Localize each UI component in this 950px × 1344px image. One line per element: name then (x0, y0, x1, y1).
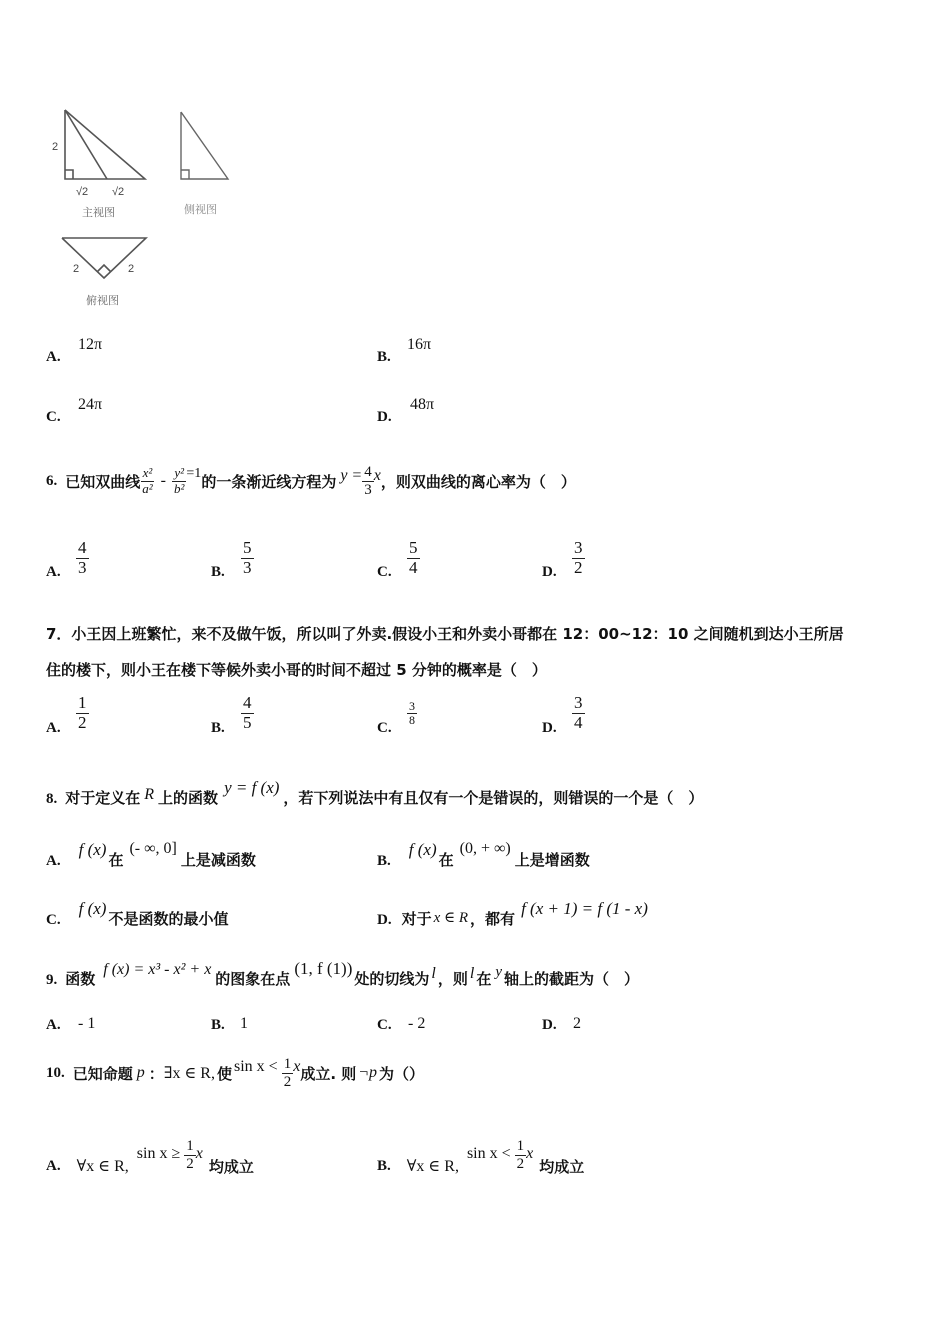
q10-exists: ∃x ∈ R, (163, 1065, 215, 1082)
q6-option-c-den: 4 (409, 557, 418, 577)
q6-text-mid: 的一条渐近线方程为 (201, 472, 337, 491)
q6-option-d-den: 2 (574, 557, 583, 577)
q9-option-c-letter: C. (377, 1017, 392, 1033)
q6-option-a-den: 3 (78, 557, 87, 577)
q6-y-fraction (172, 466, 186, 496)
q5-option-a-value: 12π (78, 336, 103, 353)
q8-option-d-condition: x ∈ R (433, 910, 469, 926)
q9-point: (1, f (1)) (294, 959, 353, 978)
q6-y-denominator: b² (174, 480, 185, 496)
q6-x-fraction (140, 466, 154, 496)
q6-asymptote-var: x (373, 467, 381, 484)
q9-text-d: ，则 (437, 970, 468, 988)
q9-option-b-letter: B. (211, 1017, 225, 1033)
q9-option-d-value: 2 (573, 1015, 581, 1032)
q6-option-c-fraction (407, 539, 420, 577)
q9-text-e: 在 (476, 970, 492, 988)
q8-option-a-tail: 上是减函数 (180, 851, 256, 869)
q10-option-a (46, 1132, 254, 1178)
q8-option-a-function: f (x) (78, 840, 107, 859)
q6-minus: - (160, 472, 166, 489)
front-base-left-label: √2 (76, 186, 89, 198)
q6-option-b-fraction (241, 539, 254, 577)
q10-ineq-lhs: sin x < (234, 1058, 278, 1075)
q8-function: y = f (x) (224, 778, 280, 797)
q10-option-a-var: x (195, 1145, 203, 1162)
q7-option-a-letter: A. (46, 720, 61, 736)
front-view-label: 主视图 (82, 207, 115, 219)
q10-option-a-num: 1 (186, 1138, 194, 1154)
front-view-drawing (65, 110, 145, 179)
q10-text-c: 为（） (379, 1064, 425, 1083)
q6-text-before: 已知双曲线 (65, 472, 141, 491)
q6-option-b-num: 5 (243, 538, 252, 557)
q7-options (46, 692, 646, 742)
q8-option-c-tail: 不是函数的最小值 (108, 910, 229, 928)
q10-shi: 使 (216, 1064, 232, 1083)
q8-text-a: 对于定义在 (65, 789, 141, 807)
q6-asymptote-fraction (362, 464, 374, 498)
q10-option-a-letter: A. (46, 1157, 61, 1174)
q9-number: 9. (46, 972, 58, 988)
front-height-label: 2 (52, 141, 59, 153)
q6-text-after: ，则双曲线的离心率为（ ） (380, 472, 576, 491)
q8-option-b-function: f (x) (408, 840, 437, 859)
q7-option-c-num: 3 (409, 699, 415, 713)
q8-option-a-zai: 在 (108, 851, 124, 869)
q10-option-b-var: x (526, 1145, 534, 1162)
q6-option-d-fraction (572, 539, 585, 577)
q8-option-b-interval: (0, + ∞) (459, 840, 511, 857)
q10-option-a-lhs: sin x ≥ (136, 1145, 181, 1162)
q6-option-d-num: 3 (574, 538, 583, 557)
q9-text-c: 处的切线为 (354, 970, 430, 988)
q7-option-b-num: 4 (243, 693, 252, 712)
q7-option-a-num: 1 (78, 693, 87, 712)
q5-option-d-letter: D. (377, 409, 392, 425)
q6-stem (46, 454, 576, 508)
q8-var-r: R (144, 786, 155, 803)
q6-option-b-letter: B. (211, 564, 225, 580)
q10-option-a-forall: ∀x ∈ R, (76, 1158, 129, 1175)
q5-option-b-value: 16π (407, 336, 432, 353)
q6-asymptote-numerator: 4 (364, 464, 372, 480)
q7-option-c-letter: C. (377, 720, 392, 736)
q8-option-b-letter: B. (377, 853, 391, 869)
q10-option-b-lhs: sin x < (466, 1145, 511, 1162)
q10-fraction (282, 1056, 294, 1090)
q10-option-b-letter: B. (377, 1157, 391, 1174)
top-left-edge-label: 2 (73, 263, 80, 275)
q7-option-c-den: 8 (409, 713, 415, 728)
q6-asymptote-lhs: y = (340, 467, 363, 484)
q6-option-a-letter: A. (46, 564, 61, 580)
q10-text-b: 成立. 则 (300, 1064, 357, 1083)
q8-option-c-function: f (x) (78, 899, 107, 918)
q9-options (46, 1015, 646, 1037)
q8-option-b-zai: 在 (438, 851, 454, 869)
q8-option-d (377, 895, 648, 929)
q10-ineq-var: x (293, 1058, 301, 1075)
q10-number: 10. (46, 1064, 65, 1081)
q7-option-d-den: 4 (574, 712, 583, 732)
q7-option-a-fraction (76, 694, 89, 732)
q5-option-a-letter: A. (46, 349, 61, 365)
q9-var-y: y (495, 964, 502, 980)
q5-option-d-value: 48π (410, 396, 435, 413)
q10-option-b-tail: 均成立 (539, 1157, 585, 1176)
q7-option-a-den: 2 (78, 712, 87, 732)
q10-option-b (377, 1132, 584, 1178)
q7-option-d-letter: D. (542, 720, 557, 736)
q9-text-b: 的图象在点 (215, 970, 291, 988)
q9-text-a: 函数 (65, 970, 96, 988)
q6-number: 6. (46, 472, 58, 489)
q6-options (46, 537, 646, 587)
q6-x-denominator: a² (142, 480, 153, 496)
q8-text-c: ，若下列说法中有且仅有一个是错误的，则错误的一个是（ ） (283, 789, 704, 807)
q7-option-c-fraction (407, 700, 417, 727)
q7-option-b-fraction (241, 694, 254, 732)
front-base-right-label: √2 (112, 186, 125, 198)
q10-colon: ： (148, 1064, 164, 1083)
q10-option-a-tail: 均成立 (208, 1157, 254, 1176)
q6-option-a-fraction (76, 539, 89, 577)
q8-option-a-interval: (- ∞, 0] (129, 840, 177, 857)
q10-option-a-den: 2 (186, 1155, 194, 1172)
top-view-label: 俯视图 (86, 295, 119, 307)
q9-stem (46, 955, 639, 989)
q9-option-c-value: - 2 (408, 1015, 426, 1032)
q8-option-b (377, 836, 590, 870)
q6-x-numerator: x² (142, 465, 153, 481)
q6-option-a-num: 4 (78, 538, 87, 557)
q10-option-b-den: 2 (516, 1155, 525, 1172)
q8-option-d-equation: f (x + 1) = f (1 - x) (521, 899, 648, 918)
q7-option-d-num: 3 (574, 693, 583, 712)
three-view-figure (40, 100, 260, 315)
q7-option-b-den: 5 (243, 712, 252, 732)
q7-stem-line1: 7．小王因上班繁忙，来不及做午饭，所以叫了外卖.假设小王和外卖小哥都在 12：00~12：10 之间随机到达小王所居 (46, 625, 844, 643)
q9-var-l: l (431, 965, 436, 982)
q9-var-l2: l (469, 965, 475, 982)
q10-fraction-num: 1 (283, 1056, 292, 1072)
q8-option-c-letter: C. (46, 912, 61, 928)
q5-option-c-value: 24π (78, 396, 103, 413)
q9-option-d-letter: D. (542, 1017, 557, 1033)
q8-option-d-mid: ，都有 (470, 910, 516, 928)
q7-option-d-fraction (572, 694, 585, 732)
q10-option-b-num: 1 (516, 1138, 525, 1154)
q10-text-a: 已知命题 (72, 1064, 133, 1083)
q10-neg-p: ¬p (358, 1064, 378, 1081)
q9-function: f (x) = x³ - x² + x (103, 961, 212, 978)
q5-option-c-letter: C. (46, 409, 61, 425)
side-view-label: 侧视图 (184, 204, 217, 216)
q10-option-b-forall: ∀x ∈ R, (406, 1158, 459, 1175)
q8-number: 8. (46, 791, 58, 807)
q6-option-c-letter: C. (377, 564, 392, 580)
q9-option-a-value: - 1 (78, 1015, 96, 1032)
side-view-drawing (181, 112, 228, 179)
q8-option-a-letter: A. (46, 853, 61, 869)
q9-option-b-value: 1 (240, 1015, 248, 1032)
q6-asymptote-denominator: 3 (364, 481, 372, 498)
q8-stem (46, 776, 703, 808)
q6-rhs: =1 (186, 466, 202, 481)
q10-var-p: p (136, 1064, 145, 1081)
q8-option-c (46, 895, 228, 929)
q8-option-a (46, 836, 256, 870)
q8-option-b-tail: 上是增函数 (514, 851, 590, 869)
q7-stem-line2: 住的楼下，则小王在楼下等候外卖小哥的时间不超过 5 分钟的概率是（ ） (46, 661, 547, 679)
q5-option-b-letter: B. (377, 349, 391, 365)
q6-y-numerator: y² (174, 465, 185, 481)
q10-option-b-fraction (515, 1138, 527, 1172)
q6-option-d-letter: D. (542, 564, 557, 580)
q10-stem (46, 1050, 424, 1096)
q7-option-b-letter: B. (211, 720, 225, 736)
q8-option-d-letter: D. (377, 912, 392, 928)
q8-text-b: 上的函数 (158, 789, 219, 807)
q10-option-a-fraction (184, 1138, 196, 1172)
q9-option-a-letter: A. (46, 1017, 61, 1033)
top-right-edge-label: 2 (128, 263, 135, 275)
q6-option-b-den: 3 (243, 557, 252, 577)
q6-option-c-num: 5 (409, 538, 418, 557)
q9-text-f: 轴上的截距为（ ） (504, 970, 640, 988)
q10-fraction-den: 2 (283, 1073, 292, 1090)
q8-option-d-text: 对于 (401, 910, 432, 928)
